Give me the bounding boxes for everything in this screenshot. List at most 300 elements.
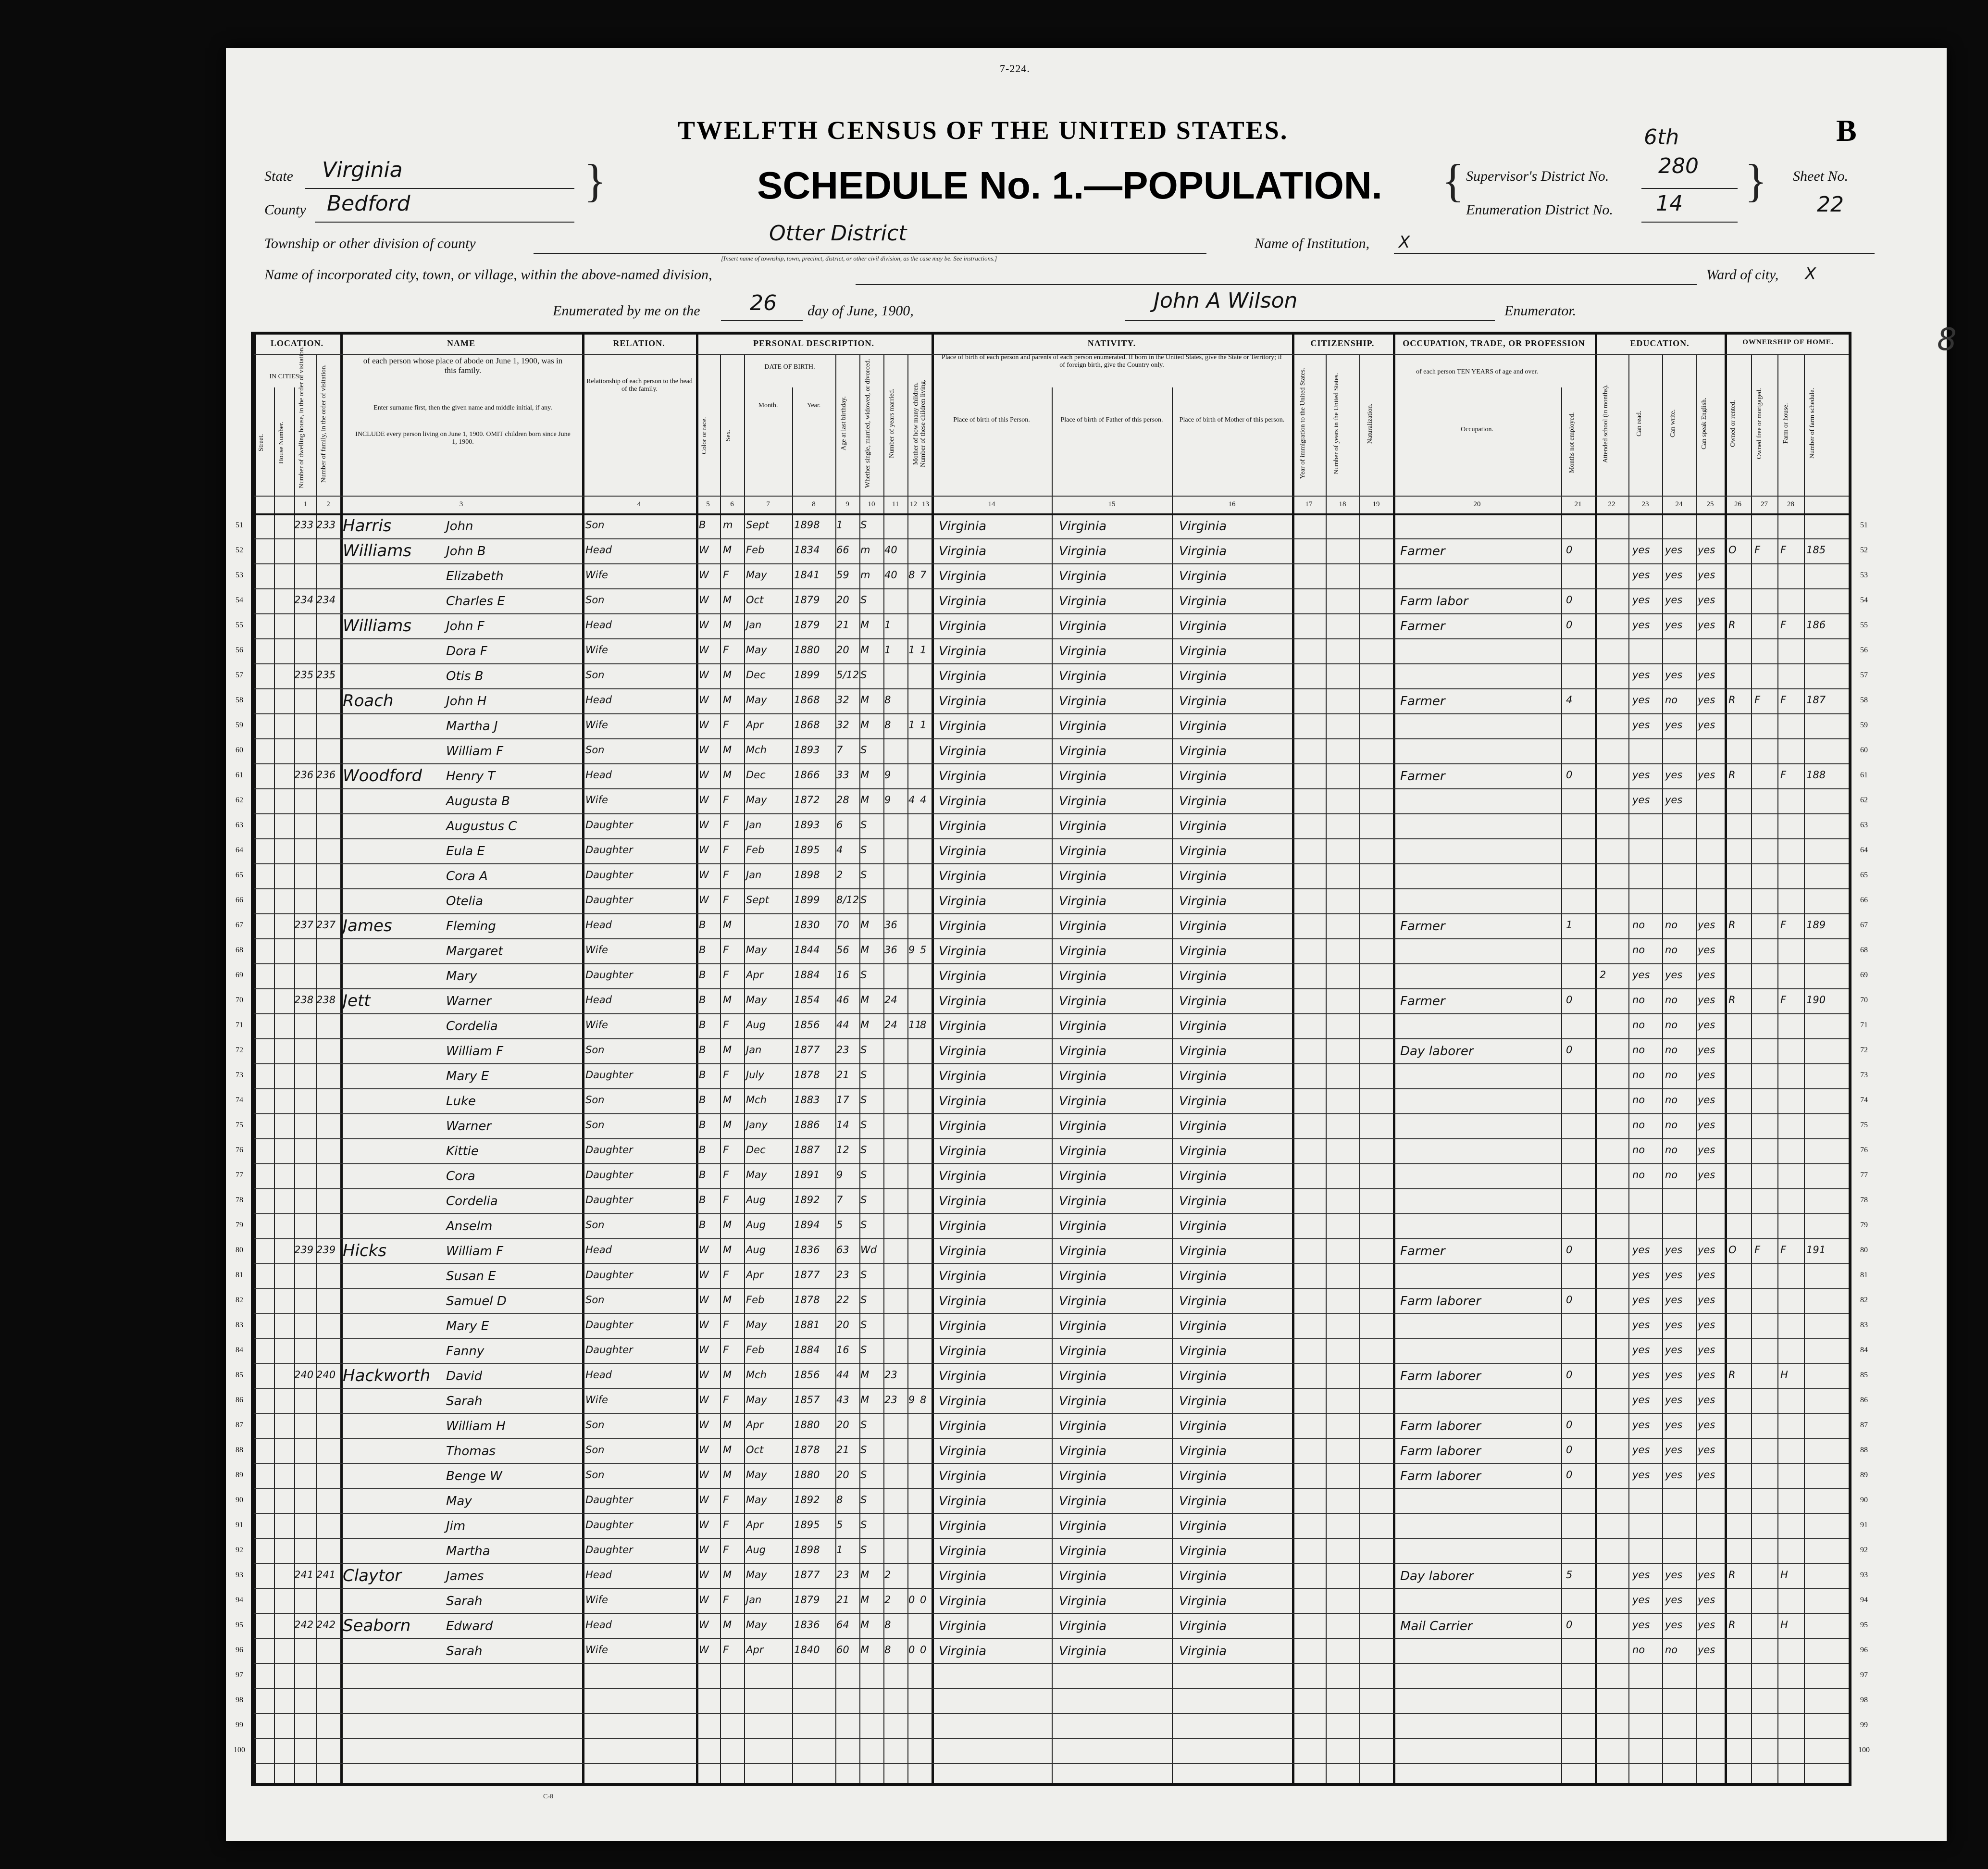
cell-fm: F: [1754, 694, 1761, 706]
cell-sp: yes: [1698, 1369, 1715, 1381]
institution-underline: [1394, 252, 1875, 254]
cell-given: Warner: [446, 994, 492, 1009]
row-number-left: 83: [236, 1321, 243, 1329]
cell-bm: Virginia: [1179, 844, 1227, 859]
cell-mar: M: [860, 619, 870, 631]
cell-given: Fanny: [446, 1344, 485, 1358]
column-number: 23: [1641, 500, 1649, 508]
right-open-brace: {: [1442, 155, 1465, 206]
citizenship-title: CITIZENSHIP.: [1310, 338, 1375, 348]
township-label: Township or other division of county: [264, 236, 476, 251]
cell-mar: M: [860, 1569, 870, 1581]
cell-age: 5: [836, 1519, 843, 1531]
cell-occ: Farmer: [1400, 619, 1445, 634]
cell-mar: m: [860, 569, 870, 581]
cell-year: 1880: [794, 644, 820, 656]
row-rule: [254, 1463, 1849, 1464]
cell-month: Dec: [746, 769, 766, 781]
cell-color: W: [699, 1644, 709, 1656]
cell-bm: Virginia: [1179, 769, 1227, 784]
cell-surname: James: [343, 916, 392, 935]
cell-given: Henry T: [446, 769, 496, 784]
cell-own: R: [1728, 619, 1736, 631]
row-number-right: 73: [1860, 1071, 1868, 1079]
cell-given: Cora A: [446, 869, 488, 884]
cell-sp: yes: [1698, 694, 1715, 706]
cell-mar: S: [860, 519, 867, 531]
sheet-letter: B: [1836, 113, 1857, 148]
left-brace: }: [584, 155, 607, 206]
cell-sp: yes: [1698, 719, 1715, 731]
row-rule: [254, 1338, 1849, 1339]
cell-bp: Virginia: [939, 1644, 987, 1658]
row-number-left: 91: [236, 1521, 243, 1529]
cell-year: 1857: [794, 1394, 820, 1406]
cell-rel: Wife: [585, 569, 608, 581]
cell-year: 1892: [794, 1194, 820, 1206]
cell-year: 1891: [794, 1169, 820, 1181]
cell-cl: 8: [920, 1394, 927, 1406]
cell-wr: yes: [1665, 769, 1683, 781]
cell-rd: yes: [1632, 1369, 1650, 1381]
cell-rel: Head: [585, 694, 612, 706]
cell-sex: M: [723, 544, 732, 556]
farm-house-label: Farm or house.: [1782, 403, 1789, 444]
cell-sex: F: [723, 1144, 729, 1156]
cell-bp: Virginia: [939, 1594, 987, 1608]
row-number-left: 74: [236, 1096, 243, 1104]
cell-age: 44: [836, 1369, 849, 1381]
street-label: Street.: [258, 434, 265, 452]
row-rule: [254, 1013, 1849, 1014]
enum-day: 26: [750, 291, 777, 315]
column-number: 18: [1339, 500, 1346, 508]
cell-color: W: [699, 794, 709, 806]
row-number-right: 99: [1860, 1721, 1868, 1729]
cell-bp: Virginia: [939, 1344, 987, 1358]
cell-bm: Virginia: [1179, 1219, 1227, 1234]
cell-own: R: [1728, 694, 1736, 706]
cell-month: Apr: [746, 719, 764, 731]
row-number-right: 60: [1860, 746, 1868, 754]
cell-age: 63: [836, 1244, 849, 1256]
cell-rel: Daughter: [585, 1269, 633, 1281]
cell-bp: Virginia: [939, 819, 987, 834]
cell-color: W: [699, 1244, 709, 1256]
cell-color: B: [699, 969, 706, 981]
cell-wr: yes: [1665, 1294, 1683, 1306]
col-rule: [696, 335, 698, 1783]
cell-wr: yes: [1665, 619, 1683, 631]
can-speak-english-label: Can speak English.: [1701, 398, 1708, 449]
row-rule: [254, 1663, 1849, 1664]
relation-desc: Relationship of each person to the head of the family.: [586, 378, 693, 393]
row-number-left: 68: [236, 946, 243, 954]
column-number: 1: [303, 500, 307, 508]
cell-sex: F: [723, 894, 729, 906]
cell-fh: F: [1780, 994, 1787, 1006]
relation-title: RELATION.: [613, 338, 665, 348]
column-number: 3: [459, 500, 463, 508]
cell-year: 1893: [794, 744, 820, 756]
cell-bf: Virginia: [1059, 544, 1107, 559]
cell-bp: Virginia: [939, 1469, 987, 1483]
cell-mar: S: [860, 1544, 867, 1556]
cell-month: May: [746, 1569, 767, 1581]
row-number-right: 94: [1860, 1596, 1868, 1604]
cell-mar: S: [860, 1444, 867, 1456]
cell-bp: Virginia: [939, 594, 987, 609]
cell-wr: yes: [1665, 669, 1683, 681]
cell-bp: Virginia: [939, 1369, 987, 1383]
row-rule: [254, 1688, 1849, 1689]
birth-mother-label: Place of birth of Mother of this person.: [1179, 416, 1285, 424]
cell-year: 1895: [794, 844, 820, 856]
cell-given: Cordelia: [446, 1019, 498, 1034]
cell-bf: Virginia: [1059, 1294, 1107, 1308]
row-number-right: 90: [1860, 1496, 1868, 1504]
cell-surname: Hicks: [343, 1241, 387, 1260]
cell-mo: 11: [908, 1019, 921, 1031]
row-number-left: 81: [236, 1271, 243, 1279]
cell-bf: Virginia: [1059, 694, 1107, 709]
cell-mar: S: [860, 1519, 867, 1531]
cell-sp: yes: [1698, 1594, 1715, 1606]
cell-bm: Virginia: [1179, 894, 1227, 909]
cell-bf: Virginia: [1059, 1394, 1107, 1408]
cell-month: May: [746, 994, 767, 1006]
cell-surname: Claytor: [343, 1566, 402, 1585]
col-rule: [1696, 354, 1697, 1783]
family-number-label: Number of family, in the order of visitation.: [320, 364, 327, 483]
row-rule: [254, 663, 1849, 664]
cell-wr: yes: [1665, 594, 1683, 606]
cell-mar: S: [860, 1119, 867, 1131]
cell-month: May: [746, 1169, 767, 1181]
cell-own: O: [1728, 544, 1737, 556]
name-title: NAME: [447, 338, 475, 348]
cell-cl: 1: [920, 719, 927, 731]
row-number-right: 85: [1860, 1371, 1868, 1379]
cell-occ: Day laborer: [1400, 1569, 1474, 1583]
cell-month: May: [746, 944, 767, 956]
row-number-left: 100: [234, 1746, 245, 1754]
cell-bp: Virginia: [939, 1544, 987, 1558]
cell-year: 1836: [794, 1619, 820, 1631]
row-rule: [254, 638, 1849, 639]
column-number: 9: [845, 500, 849, 508]
ownership-title: OWNERSHIP OF HOME.: [1742, 338, 1834, 346]
cell-bp: Virginia: [939, 944, 987, 959]
cell-wr: yes: [1665, 1344, 1683, 1356]
cell-color: W: [699, 1619, 709, 1631]
cell-rd: no: [1632, 1019, 1645, 1031]
cell-year: 1868: [794, 719, 820, 731]
row-rule: [254, 888, 1849, 889]
cell-given: Anselm: [446, 1219, 493, 1234]
cell-sex: M: [723, 1294, 732, 1306]
cell-given: Eula E: [446, 844, 485, 859]
enum-by-middle: day of June, 1900,: [808, 303, 914, 319]
cell-given: Dora F: [446, 644, 487, 659]
cell-sex: M: [723, 1369, 732, 1381]
cell-ym: 2: [884, 1569, 891, 1581]
cell-rel: Son: [585, 1444, 605, 1456]
state-label: State: [264, 168, 293, 184]
cell-rd: no: [1632, 1119, 1645, 1131]
row-number-right: 82: [1860, 1296, 1868, 1304]
cell-color: W: [699, 644, 709, 656]
cell-bf: Virginia: [1059, 1019, 1107, 1034]
cell-mo: 9: [908, 1394, 915, 1406]
cell-year: 1899: [794, 894, 820, 906]
col-rule: [1359, 354, 1360, 1783]
cell-color: B: [699, 1194, 706, 1206]
cell-rd: yes: [1632, 669, 1650, 681]
cell-sp: yes: [1698, 1394, 1715, 1406]
row-number-left: 78: [236, 1196, 243, 1204]
cell-sp: yes: [1698, 1319, 1715, 1331]
cell-rd: yes: [1632, 1319, 1650, 1331]
cell-age: 23: [836, 1269, 849, 1281]
cell-color: W: [699, 744, 709, 756]
personal-title: PERSONAL DESCRIPTION.: [753, 338, 875, 348]
year-label: Year.: [807, 402, 821, 409]
cell-year: 1841: [794, 569, 820, 581]
cell-sp: yes: [1698, 669, 1715, 681]
cell-mar: M: [860, 1394, 870, 1406]
cell-sex: F: [723, 1169, 729, 1181]
cell-bf: Virginia: [1059, 1244, 1107, 1258]
cell-month: May: [746, 644, 767, 656]
institution-label: Name of Institution,: [1255, 236, 1370, 251]
row-number-left: 72: [236, 1046, 243, 1054]
cell-rel: Daughter: [585, 1544, 633, 1556]
cell-age: 2: [836, 869, 843, 881]
attended-school-label: Attended school (in months).: [1602, 384, 1609, 463]
cell-mar: S: [860, 1294, 867, 1306]
cell-rel: Son: [585, 1219, 605, 1231]
cell-color: B: [699, 994, 706, 1006]
cell-ym: 24: [884, 994, 897, 1006]
cell-wr: no: [1665, 1019, 1678, 1031]
column-number: 27: [1761, 500, 1768, 508]
cell-sex: M: [723, 1094, 732, 1106]
cell-rel: Daughter: [585, 869, 633, 881]
cell-wr: no: [1665, 1644, 1678, 1656]
cell-rd: yes: [1632, 594, 1650, 606]
cell-sch: 2: [1600, 969, 1606, 981]
cell-given: John H: [446, 694, 487, 709]
cell-age: 59: [836, 569, 849, 581]
cell-fh: H: [1780, 1619, 1788, 1631]
supervisor-extra: 6th: [1644, 125, 1679, 150]
row-number-left: 73: [236, 1071, 243, 1079]
cell-own: R: [1728, 919, 1736, 931]
column-number: 16: [1228, 500, 1236, 508]
cell-mar: S: [860, 1169, 867, 1181]
cell-fam: 237: [316, 919, 336, 931]
cell-year: 1856: [794, 1019, 820, 1031]
row-number-right: 56: [1860, 646, 1868, 654]
naturalization-label: Naturalization.: [1367, 403, 1374, 444]
cell-ym: 36: [884, 944, 897, 956]
cell-year: 1884: [794, 1344, 820, 1356]
cell-mar: m: [860, 544, 870, 556]
enumerator-name: John A Wilson: [1154, 288, 1298, 313]
row-number-left: 56: [236, 646, 243, 654]
cell-year: 1898: [794, 869, 820, 881]
row-number-left: 95: [236, 1621, 243, 1629]
cell-fs: 187: [1806, 694, 1826, 706]
cell-month: Apr: [746, 1519, 764, 1531]
cell-color: B: [699, 1219, 706, 1231]
row-rule: [254, 538, 1849, 539]
row-number-left: 57: [236, 671, 243, 679]
cell-mar: S: [860, 894, 867, 906]
cell-sp: yes: [1698, 994, 1715, 1006]
cell-bf: Virginia: [1059, 1269, 1107, 1283]
cell-rel: Son: [585, 744, 605, 756]
cell-bm: Virginia: [1179, 1519, 1227, 1533]
row-number-left: 76: [236, 1146, 243, 1154]
cell-color: B: [699, 1169, 706, 1181]
row-number-left: 67: [236, 921, 243, 929]
cell-sp: yes: [1698, 1094, 1715, 1106]
cell-rel: Daughter: [585, 1144, 633, 1156]
cell-bp: Virginia: [939, 1494, 987, 1508]
cell-age: 17: [836, 1094, 849, 1106]
cell-year: 1872: [794, 794, 820, 806]
cell-sex: F: [723, 969, 729, 981]
cell-fam: 239: [316, 1244, 336, 1256]
cell-mne: 4: [1566, 694, 1573, 706]
cell-bm: Virginia: [1179, 1644, 1227, 1658]
cell-surname: Hackworth: [343, 1366, 431, 1385]
cell-ym: 9: [884, 769, 891, 781]
cell-month: Feb: [746, 1344, 765, 1356]
county-label: County: [264, 202, 306, 218]
cell-given: Cora: [446, 1169, 475, 1184]
cell-color: W: [699, 1369, 709, 1381]
column-number: 8: [812, 500, 816, 508]
row-number-right: 88: [1860, 1446, 1868, 1454]
cell-mne: 0: [1566, 1369, 1573, 1381]
cell-mar: S: [860, 594, 867, 606]
sheet-label: Sheet No.: [1793, 168, 1848, 184]
cell-given: William H: [446, 1419, 506, 1433]
row-number-left: 64: [236, 846, 243, 854]
marital-label: Whether single, married, widowed, or divorced.: [864, 359, 871, 488]
cell-month: Feb: [746, 544, 765, 556]
cell-cl: 1: [920, 644, 927, 656]
cell-fh: H: [1780, 1569, 1788, 1581]
cell-bp: Virginia: [939, 1219, 987, 1234]
cell-mar: S: [860, 1419, 867, 1431]
cell-age: 43: [836, 1394, 849, 1406]
cell-given: Otis B: [446, 669, 484, 684]
cell-bf: Virginia: [1059, 844, 1107, 859]
row-rule: [254, 1188, 1849, 1189]
cell-wr: no: [1665, 1044, 1678, 1056]
cell-sp: yes: [1698, 1344, 1715, 1356]
cell-mo: 4: [908, 794, 915, 806]
schedule-title: SCHEDULE No. 1.—POPULATION.: [757, 164, 1382, 207]
row-rule: [254, 1388, 1849, 1389]
row-rule: [254, 1288, 1849, 1289]
cell-color: W: [699, 1519, 709, 1531]
cell-occ: Mail Carrier: [1400, 1619, 1473, 1633]
cell-year: 1895: [794, 1519, 820, 1531]
cell-bf: Virginia: [1059, 644, 1107, 659]
row-number-right: 97: [1860, 1671, 1868, 1679]
cell-wr: no: [1665, 694, 1678, 706]
row-number-right: 70: [1860, 996, 1868, 1004]
cell-year: 1892: [794, 1494, 820, 1506]
cell-rel: Daughter: [585, 1319, 633, 1331]
cell-given: Kittie: [446, 1144, 479, 1159]
cell-bm: Virginia: [1179, 794, 1227, 809]
row-number-left: 82: [236, 1296, 243, 1304]
column-number: 19: [1372, 500, 1380, 508]
cell-bf: Virginia: [1059, 1069, 1107, 1084]
cell-given: Sarah: [446, 1644, 483, 1658]
row-number-left: 90: [236, 1496, 243, 1504]
column-number: 20: [1473, 500, 1481, 508]
cell-bm: Virginia: [1179, 544, 1227, 559]
row-rule: [254, 1763, 1849, 1764]
cell-color: W: [699, 719, 709, 731]
row-number-right: 62: [1860, 796, 1868, 804]
row-number-left: 70: [236, 996, 243, 1004]
row-number-left: 55: [236, 621, 243, 629]
cell-age: 64: [836, 1619, 849, 1631]
cell-color: W: [699, 769, 709, 781]
cell-rel: Son: [585, 1044, 605, 1056]
cell-bp: Virginia: [939, 1069, 987, 1084]
years-married-label: Number of years married.: [888, 388, 895, 459]
cell-color: B: [699, 919, 706, 931]
row-number-right: 68: [1860, 946, 1868, 954]
cell-mar: M: [860, 794, 870, 806]
row-number-left: 85: [236, 1371, 243, 1379]
col-rule: [1561, 387, 1562, 1783]
col-rule: [907, 354, 908, 1783]
row-rule: [254, 1738, 1849, 1739]
cell-age: 7: [836, 1194, 843, 1206]
cell-color: B: [699, 519, 706, 531]
cell-rd: yes: [1632, 619, 1650, 631]
row-number-right: 84: [1860, 1346, 1868, 1354]
row-number-right: 69: [1860, 971, 1868, 979]
house-number-label: House Number.: [278, 422, 285, 464]
header-rule: [254, 513, 1849, 515]
row-number-left: 99: [236, 1721, 243, 1729]
cell-rel: Wife: [585, 644, 608, 656]
cell-color: W: [699, 1344, 709, 1356]
cell-wr: yes: [1665, 569, 1683, 581]
row-rule: [254, 588, 1849, 589]
cell-month: May: [746, 1619, 767, 1631]
cell-bf: Virginia: [1059, 594, 1107, 609]
cell-sex: F: [723, 1319, 729, 1331]
cell-year: 1840: [794, 1644, 820, 1656]
row-number-left: 80: [236, 1246, 243, 1254]
row-number-left: 54: [236, 596, 243, 604]
cell-color: W: [699, 1544, 709, 1556]
cell-mar: M: [860, 1619, 870, 1631]
cell-given: Benge W: [446, 1469, 502, 1483]
